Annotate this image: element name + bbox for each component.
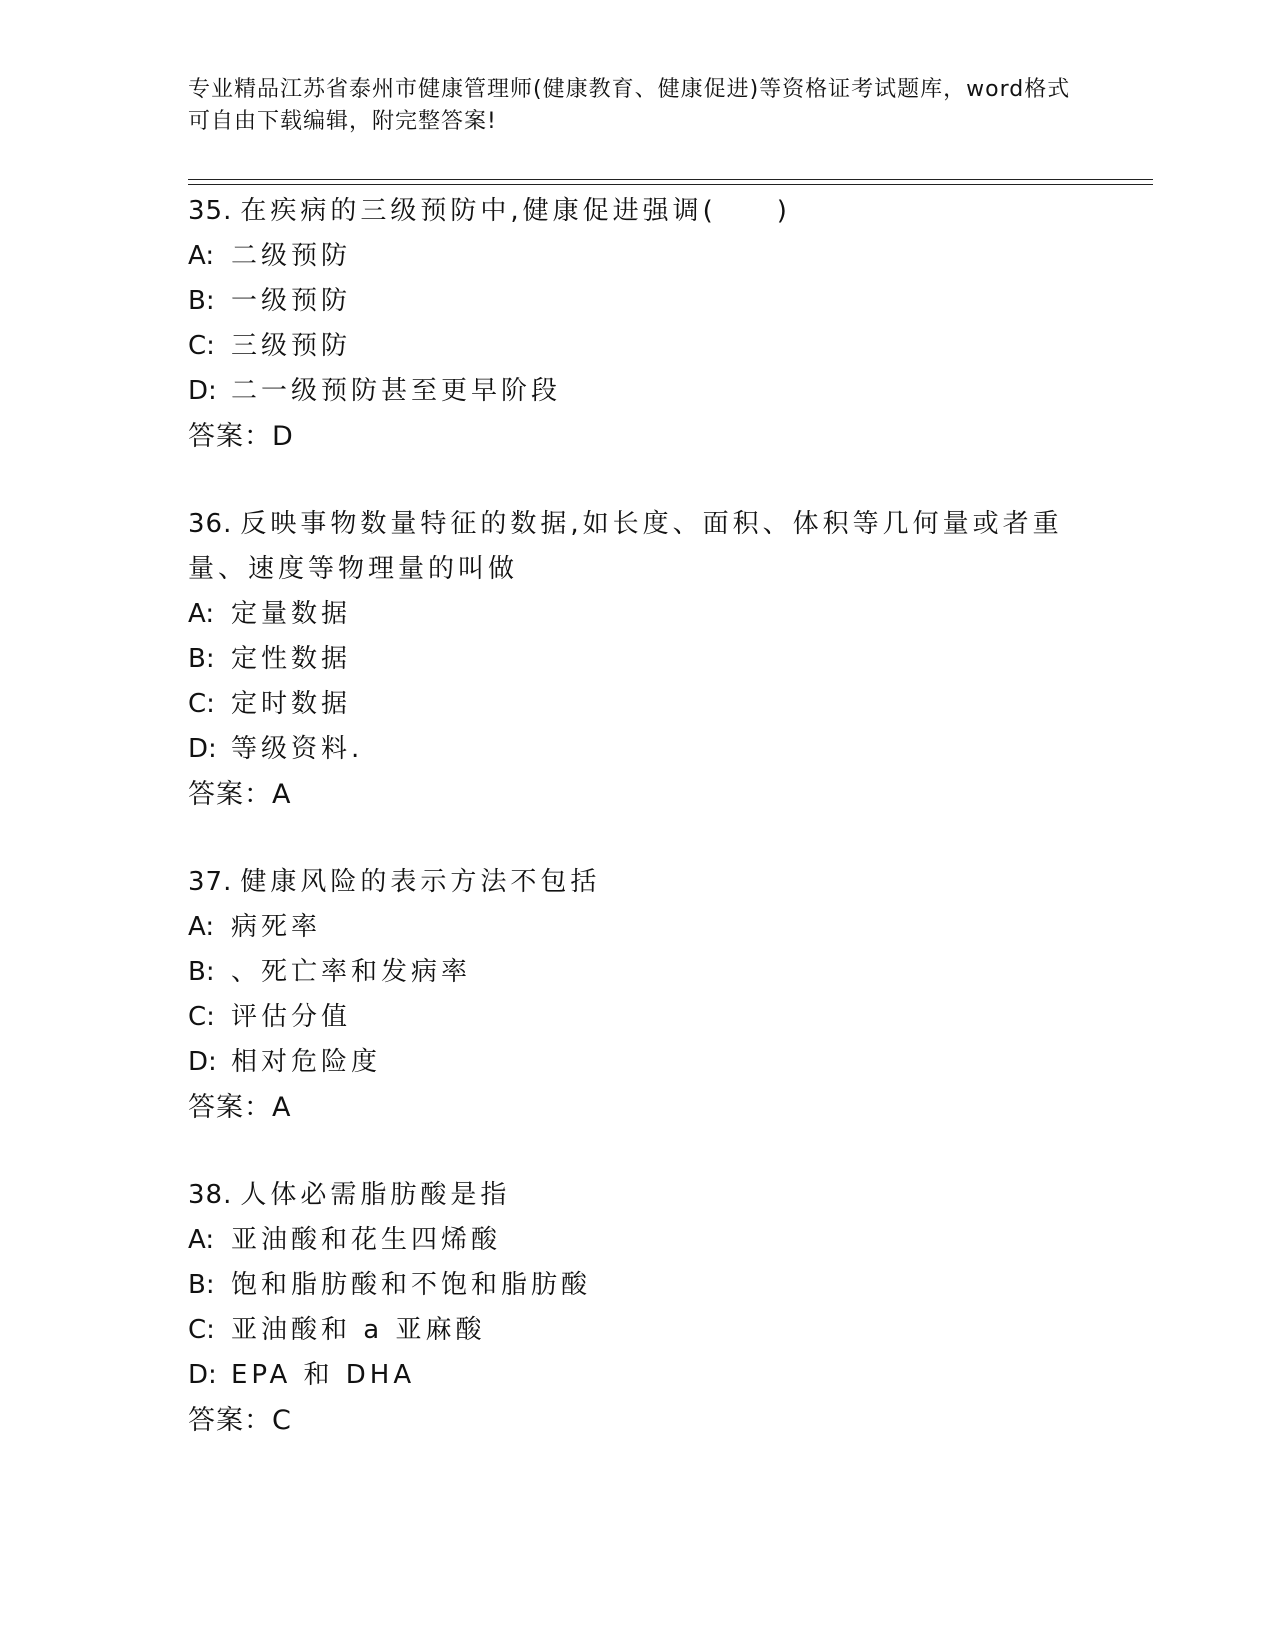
option-text: EPA 和 DHA — [231, 1360, 416, 1390]
option-letter: D: — [188, 1360, 217, 1390]
question-number: 35. — [188, 196, 233, 226]
option-a — [188, 234, 1108, 279]
option-letter: B: — [188, 644, 215, 674]
option-text: 二一级预防甚至更早阶段 — [231, 376, 562, 406]
option-text: 二级预防 — [231, 241, 352, 271]
option-d — [188, 369, 1108, 414]
option-letter: D: — [188, 376, 217, 406]
option-letter: A: — [188, 241, 215, 271]
option-text: 定性数据 — [231, 644, 352, 674]
option-text: 亚油酸和 a 亚麻酸 — [231, 1315, 486, 1345]
option-b — [188, 950, 1108, 995]
option-letter: B: — [188, 286, 215, 316]
option-a — [188, 592, 1108, 637]
option-text: 三级预防 — [231, 331, 352, 361]
option-c — [188, 324, 1108, 369]
question-35 — [188, 189, 1108, 459]
option-letter: D: — [188, 1047, 217, 1077]
question-list — [188, 189, 1108, 1486]
answer-line: 答案：C — [188, 1405, 292, 1436]
option-text: 评估分值 — [231, 1002, 352, 1032]
question-number: 38. — [188, 1180, 233, 1210]
option-letter: A: — [188, 1225, 215, 1255]
option-letter: D: — [188, 734, 217, 764]
answer-line: 答案：A — [188, 779, 292, 810]
option-d — [188, 1353, 1108, 1398]
question-number: 37. — [188, 867, 233, 897]
option-text: 、死亡率和发病率 — [231, 957, 472, 987]
option-letter: C: — [188, 1315, 215, 1345]
question-text: 健康风险的表示方法不包括 — [240, 867, 601, 897]
document-header: 专业精品江苏省泰州市健康管理师(健康教育、健康促进)等资格证考试题库，word格式可自由下载编辑，附完整答案! — [188, 77, 1071, 134]
option-text: 等级资料. — [231, 734, 364, 764]
header-divider-bottom — [188, 184, 1153, 185]
question-stem — [188, 502, 1108, 592]
option-b — [188, 637, 1108, 682]
option-letter: C: — [188, 331, 215, 361]
option-letter: A: — [188, 912, 215, 942]
option-a — [188, 905, 1108, 950]
option-c — [188, 1308, 1108, 1353]
question-number: 36. — [188, 509, 233, 539]
question-stem — [188, 860, 1108, 905]
option-c — [188, 682, 1108, 727]
option-text: 病死率 — [231, 912, 322, 942]
question-36 — [188, 502, 1108, 817]
question-38 — [188, 1173, 1108, 1443]
option-text: 定量数据 — [231, 599, 352, 629]
option-text: 定时数据 — [231, 689, 352, 719]
option-text: 亚油酸和花生四烯酸 — [231, 1225, 502, 1255]
question-text: 在疾病的三级预防中,健康促进强调( ) — [240, 196, 791, 226]
option-c — [188, 995, 1108, 1040]
question-stem — [188, 189, 1108, 234]
answer-line: 答案：D — [188, 421, 294, 452]
option-letter: B: — [188, 957, 215, 987]
option-a — [188, 1218, 1108, 1263]
option-letter: C: — [188, 1002, 215, 1032]
question-stem — [188, 1173, 1108, 1218]
answer-line: 答案：A — [188, 1092, 292, 1123]
option-text: 一级预防 — [231, 286, 352, 316]
header-divider-top — [188, 179, 1153, 180]
option-d — [188, 1040, 1108, 1085]
option-letter: C: — [188, 689, 215, 719]
option-b — [188, 1263, 1108, 1308]
option-d — [188, 727, 1108, 772]
question-text: 人体必需脂肪酸是指 — [240, 1180, 511, 1210]
option-text: 饱和脂肪酸和不饱和脂肪酸 — [231, 1270, 592, 1300]
question-37 — [188, 860, 1108, 1130]
option-b — [188, 279, 1108, 324]
option-text: 相对危险度 — [231, 1047, 382, 1077]
option-letter: B: — [188, 1270, 215, 1300]
question-text: 反映事物数量特征的数据,如长度、面积、体积等几何量或者重量、速度等物理量的叫做 — [188, 509, 1063, 584]
option-letter: A: — [188, 599, 215, 629]
